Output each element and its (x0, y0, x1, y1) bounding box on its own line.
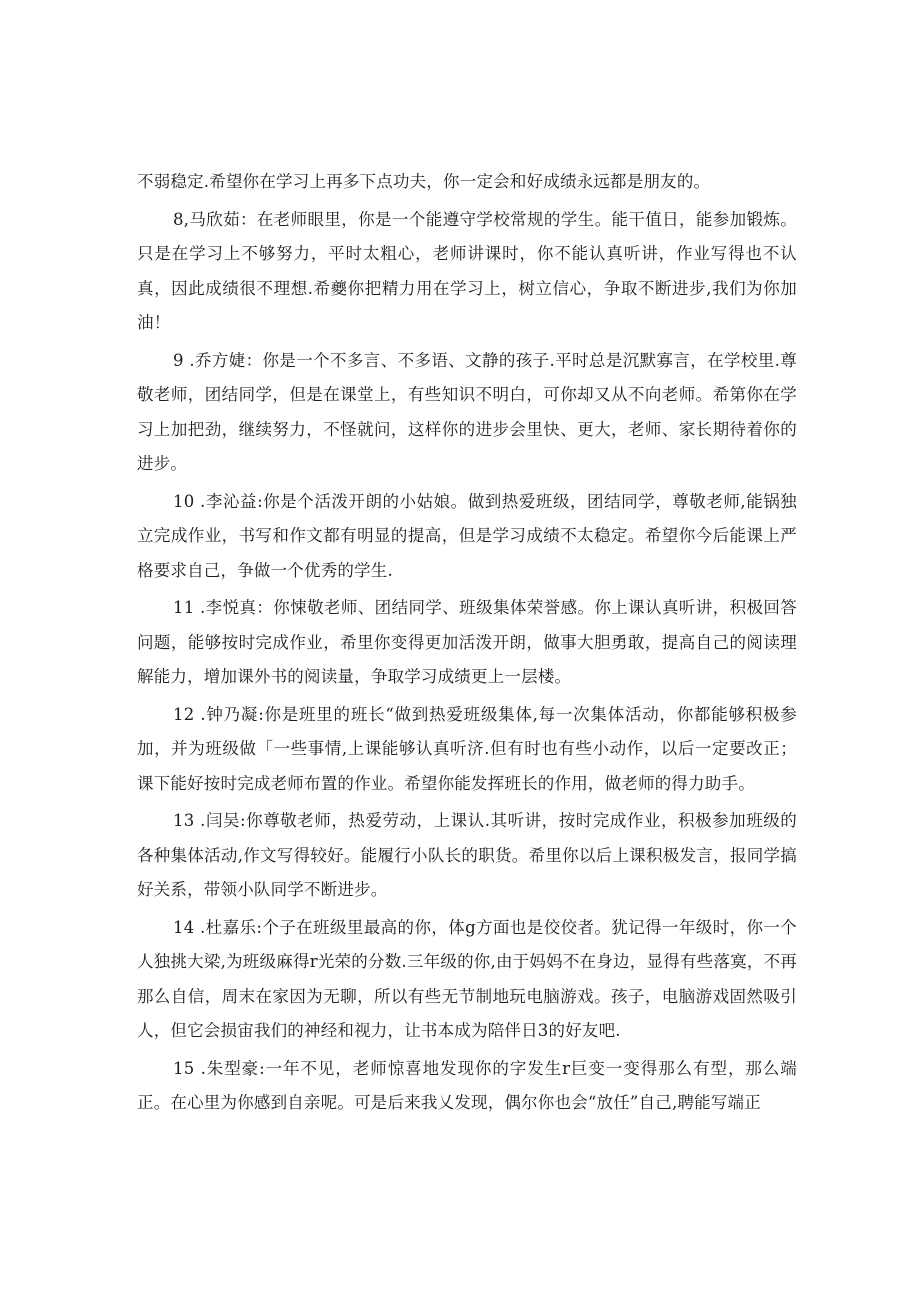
paragraph-comment-15: 15 .朱型豪:一年不见，老师惊喜地发现你的字发生r巨变一变得那么有型，那么端正。在心里为你感到自亲呢。可是后来我乂发现，偶尔你也会“放任”自己,聘能写端正 (137, 1058, 797, 1112)
paragraph-comment-8: 8,马欣茹：在老师眼里，你是一个能遵守学校常规的学生。能干值日，能参加锻炼。只是在学习上不够努力，平时太粗心，老师讲课时，你不能认真听讲，作业写得也不认真，因此成绩很不理想.希夔你把精力用在学习上，树立信心，争取不断进步,我们为你加油！ (137, 209, 797, 332)
paragraph-comment-13: 13 .闫吴:你尊敬老师，热爱劳动，上课认.其听讲，按时完成作业，积极参加班级的各种集体活动,作文写得较好。能履行小队长的职货。希里你以后上课积极发言，报同学搞好关系，带领小队同学不断进步。 (137, 811, 797, 899)
paragraph-continuation: 不弱稳定.希望你在学习上再多下点功夫，你一定会和好成绩永远都是朋友的。 (137, 172, 711, 191)
paragraph-comment-12: 12 .钟乃凝:你是班里的班长“做到热爱班级集体,每一次集体活动，你都能够积极参加，并为班级做「一些事情,上课能够认真听济.但有时也有些小动作，以后一定要改正；课下能好按时完成老师布置的作业。希望你能发挥班长的作用，做老师的得力助手。 (137, 704, 797, 793)
paragraph-comment-14: 14 .杜嘉乐:个子在班级里最高的你，体g方面也是佼佼者。犹记得一年级时，你一个人独挑大梁,为班级麻得r光荣的分数.三年级的你,由于妈妈不在身边，显得有些落寞，不再那么自信，周末在家因为无聊，所以有些无节制地玩电脑游戏。孩子，电脑游戏固然吸引人，但它会损宙我们的神经和视力，让书本成为陪伴日3的好友吧. (137, 917, 797, 1040)
paragraph-comment-11: 11 .李悦真：你悚敬老师、团结同学、班级集体荣誉感。你上课认真听讲，积极回答问题，能够按时完成作业，希里你变得更加活泼开朗，做事大胆勇敢，提高自己的阅读理解能力，增加课外书的阅读量，争取学习成绩更上一层楼。 (137, 598, 797, 686)
document-body (137, 165, 797, 1124)
paragraph-comment-10: 10 .李沁益:你是个活泼开朗的小姑娘。做到热爱班级，团结同学，尊敬老师,能锅独立完成作业，书写和作文都有明显的提高，但是学习成绩不太稳定。希望你今后能课上严格要求自己，争做一个优秀的学生. (137, 491, 797, 580)
paragraph-comment-9: 9 .乔方婕：你是一个不多言、不多语、文静的孩子.平时总是沉默寡言，在学校里.尊敬老师，团结同学，但是在课堂上，有些知识不明白，可你却又从不向老师。希第你在学习上加把劲，继续努力，不怪就问，这样你的进步会里快、更大，老师、家长期待着你的进步。 (137, 350, 797, 473)
